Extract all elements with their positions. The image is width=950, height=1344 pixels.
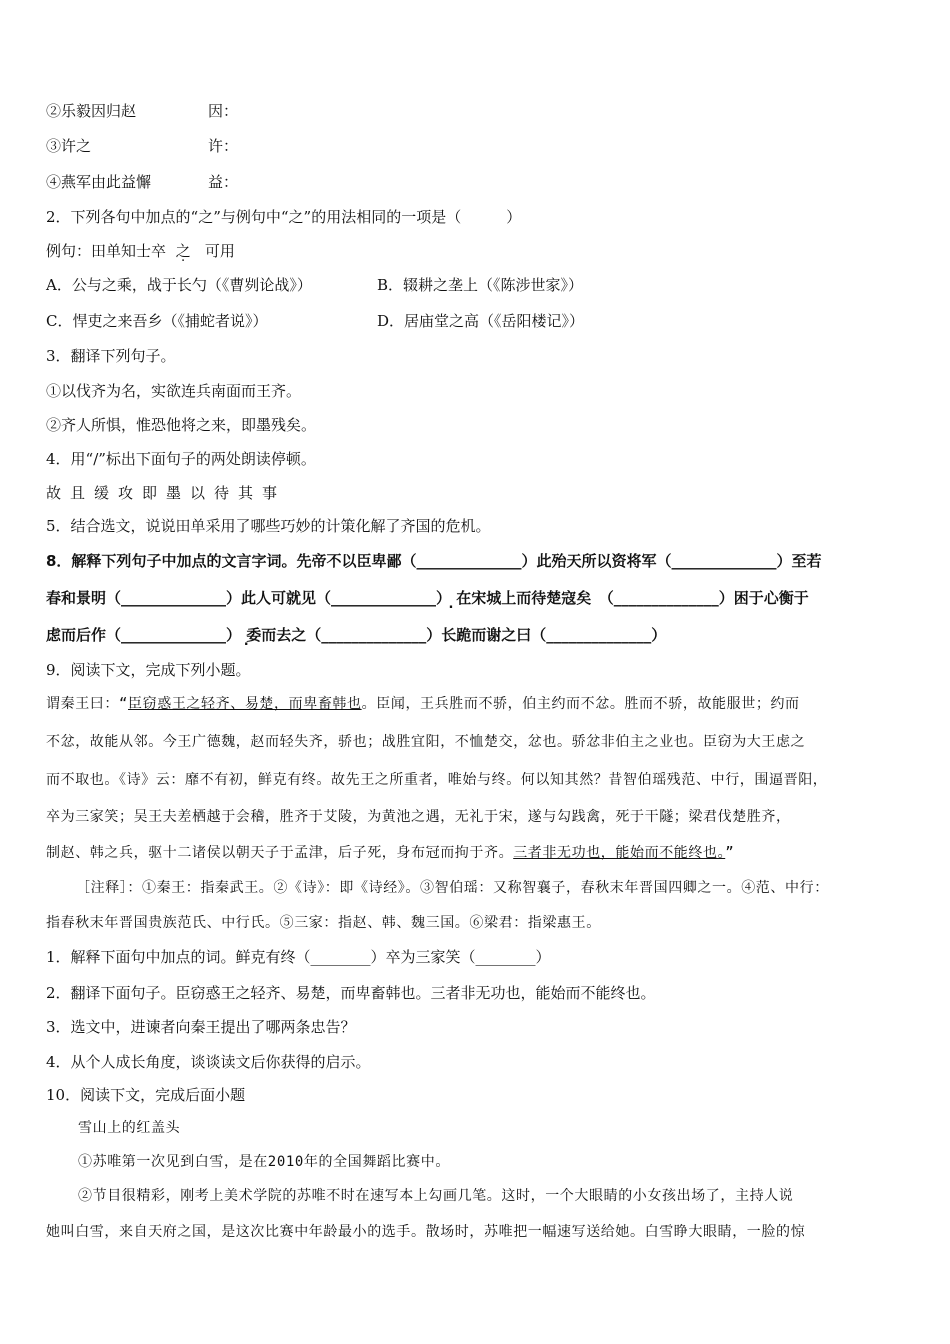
q4-sentence: 故且缓攻即墨以待其事: [46, 484, 287, 502]
q3-sentence-1: ①以伐齐为名，实欲连兵南面而王齐。: [46, 382, 302, 400]
q9-sub-4: 4．从个人成长角度，谈谈读文后你获得的启示。: [46, 1053, 371, 1071]
q8-line-3: 虑而后作（______________） 委而去之（______________）长跪而谢之曰（______________）: [46, 626, 667, 644]
q10-stem: 10．阅读下文，完成后面小题: [46, 1086, 246, 1104]
dotted-char: 之: [175, 242, 191, 260]
q2-options-cd: [46, 310, 914, 332]
q3-sentence-2: ②齐人所惧，惟恐他将之来，即墨残矣。: [46, 416, 317, 434]
q10-para-2b: 她叫白雪，来自天府之国，是这次比赛中年龄最小的选手。散场时，苏唯把一幅速写送给她。白雪睁大眼睛，一脸的惊: [46, 1224, 806, 1240]
q9-note-1: ［注释］：①秦王：指秦武王。②《诗》：即《诗经》。③智伯瑶：又称智襄子，春秋末年晋国四卿之一。④范、中行：: [76, 880, 829, 896]
q2-options-ab: [46, 274, 914, 296]
q9-passage-5: 制赵、韩之兵，驱十二诸侯以朝天子于孟津，后子死，身布冠而拘于齐。三者非无功也，能始而不能终也。”: [46, 845, 735, 861]
q2-example: 例句：田单知士卒 之 可用: [46, 242, 235, 260]
q9-passage-4: 卒为三家笑；吴王夫差栖越于会稽，胜齐于艾陵，为黄池之遇，无礼于宋，遂与勾践禽，死于干隧；梁君伐楚胜齐，: [46, 809, 791, 825]
q9-stem: 9．阅读下文，完成下列小题。: [46, 661, 251, 679]
option-c: C．悍吏之来吾乡（《捕蛇者说》）: [46, 312, 268, 330]
option-b: B．辍耕之垄上（《陈涉世家》）: [377, 276, 584, 294]
option-d: D．居庙堂之高（《岳阳楼记》）: [377, 312, 585, 330]
item-3: ③许之 许：: [46, 137, 239, 155]
q10-para-2a: ②节目很精彩，刚考上美术学院的苏唯不时在速写本上勾画几笔。这时，一个大眼睛的小女孩出场了，主持人说: [78, 1188, 794, 1204]
q10-para-1: ①苏唯第一次见到白雪，是在2010年的全国舞蹈比赛中。: [78, 1154, 450, 1170]
q9-sub-2: 2．翻译下面句子。臣窃惑王之轻齐、易楚，而卑畜韩也。三者非无功也，能始而不能终也。: [46, 984, 656, 1002]
q3-stem: 3．翻译下列句子。: [46, 347, 176, 365]
q2-stem: 2．下列各句中加点的“之”与例句中“之”的用法相同的一项是（ ）: [46, 208, 522, 226]
q8-line-1: 8．解释下列句子中加点的文言字词。先帝不以臣卑鄙（______________）此殆天所以资将军（______________）至若: [46, 552, 822, 570]
q9-sub-1: 1．解释下面句中加点的词。鲜克有终（________）卒为三家笑（________）: [46, 948, 551, 966]
q9-note-2: 指春秋末年晋国贵族范氏、中行氏。⑤三家：指赵、韩、魏三国。⑥梁君：指梁惠王。: [46, 915, 601, 931]
item-2: ②乐毅因归赵 因：: [46, 102, 239, 120]
item-4: ④燕军由此益懈 益：: [46, 173, 239, 191]
q8-line-2: 春和景明（______________）此人可就见（______________） 在宋城上而待楚寇矣 （______________）困于心衡于: [46, 589, 809, 607]
q9-passage-2: 不忿，故能从邻。今王广德魏，赵而轻失齐，骄也；战胜宜阳，不恤楚交，忿也。骄忿非伯主之业也。臣窃为大王虑之: [46, 734, 806, 750]
q5-stem: 5．结合选文，说说田单采用了哪些巧妙的计策化解了齐国的危机。: [46, 517, 491, 535]
q9-passage-1: 谓秦王曰：“臣窃惑王之轻齐、易楚，而卑畜韩也。臣闻，王兵胜而不骄，伯主约而不忿。胜而不骄，故能服世；约而: [46, 696, 800, 712]
option-a: A．公与之乘，战于长勺（《曹刿论战》）: [46, 276, 312, 294]
q9-sub-3: 3．选文中，进谏者向秦王提出了哪两条忠告？: [46, 1018, 356, 1036]
q4-stem: 4．用“/”标出下面句子的两处朗读停顿。: [46, 450, 316, 468]
q10-title: 雪山上的红盖头: [78, 1120, 181, 1136]
q9-passage-3: 而不取也。《诗》云：靡不有初，鲜克有终。故先王之所重者，唯始与终。何以知其然？昔智伯瑶残范、中行，围逼晋阳，: [46, 772, 828, 788]
